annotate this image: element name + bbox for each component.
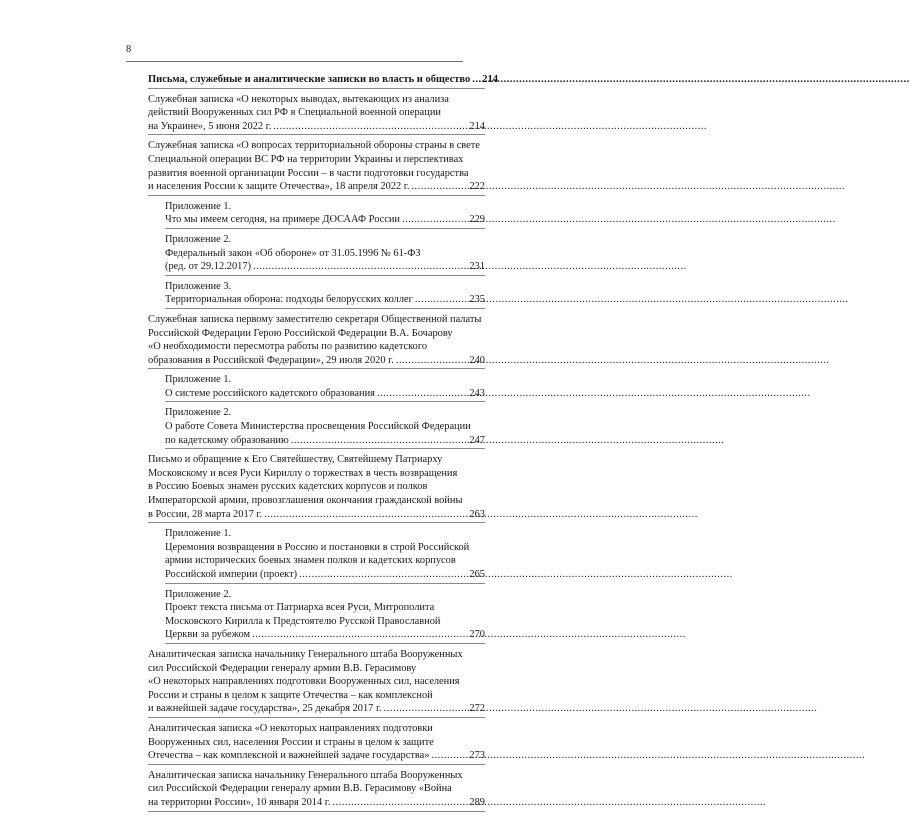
section-title-text: Письма, служебные и аналитические записки во власть и общество: [148, 74, 471, 85]
entry-line: Территориальная оборона: подходы белорусских коллег: [165, 294, 413, 306]
dot-leader: [253, 260, 467, 274]
toc-entry: [148, 313, 485, 369]
dot-leader: [402, 213, 467, 227]
entry-line: в России, 28 марта 2017 г.: [148, 508, 263, 520]
entry-line: Служебная записка «О вопросах территориальной обороны страны в свете: [148, 140, 480, 152]
entry-line: Специальной операции ВС РФ на территории Украины и перспективах: [148, 153, 464, 165]
entry-line: армии исторических боевых знамен полков и кадетских корпусов: [165, 555, 456, 567]
dot-leader: [396, 354, 468, 368]
entry-last-line: [148, 120, 485, 134]
entry-last-line: [148, 508, 485, 522]
toc-entry: [148, 453, 485, 523]
dot-leader: [377, 387, 467, 401]
dot-leader: [332, 796, 467, 810]
entry-last-line: [165, 568, 485, 582]
entry-line: Российской Федерации Герою Российской Федерации В.А. Бочарову: [148, 327, 453, 339]
entry-page-number: 289: [469, 796, 485, 808]
entry-line: Приложение 2.: [165, 588, 232, 600]
section-heading: [148, 73, 499, 89]
entry-page-number: 263: [469, 508, 485, 520]
dot-leader: [264, 508, 467, 522]
entry-line: О работе Совета Министерства просвещения Российской Федерации: [165, 421, 471, 433]
entry-line: Аналитическая записка «О некоторых направлениях подготовки: [148, 722, 433, 734]
dot-leader: [472, 73, 480, 87]
entry-line: «О некоторых направлениях подготовки Вооруженных сил, населения: [148, 676, 460, 688]
entry-line: России и страны в целом к защите Отечества – как комплексной: [148, 689, 433, 701]
entry-last-line: [148, 702, 485, 716]
entry-line: Аналитическая записка начальнику Генерального штаба Вооруженных: [148, 648, 463, 660]
entry-page-number: 235: [469, 294, 485, 306]
toc-entry: [148, 93, 485, 136]
entry-line: действий Вооруженных сил РФ в Специальной военной операции: [148, 107, 441, 119]
entry-line: О системе российского кадетского образования: [165, 387, 375, 399]
entry-line: сил Российской Федерации генералу армии В.В. Герасимову «Война: [148, 783, 452, 795]
entry-line: развития военной организации России – в части подготовки государства: [148, 167, 469, 179]
table-of-contents: [148, 73, 499, 816]
page-number: 8: [126, 44, 132, 55]
entry-line: в Россию Боевых знамен русских кадетских корпусов и полков: [148, 481, 428, 493]
header-rule: [126, 61, 463, 62]
entry-line: Московского Кирилла к Предстоятелю Русской Православной: [165, 615, 441, 627]
toc-appendix-entry: [165, 200, 485, 229]
entry-page-number: 265: [469, 569, 485, 580]
toc-appendix-entry: [165, 527, 485, 583]
entry-page-number: 240: [469, 354, 485, 366]
dot-leader: [431, 749, 467, 763]
entry-page-number: 273: [469, 750, 485, 762]
entry-line: Приложение 1.: [165, 528, 232, 540]
entry-line: Служебная записка «О некоторых выводах, вытекающих из анализа: [148, 93, 449, 105]
entry-line: Церкви за рубежом: [165, 629, 251, 641]
entry-last-line: [148, 180, 485, 194]
entry-line: Вооруженных сил, населения России и страны в целом к защите: [148, 736, 434, 748]
dot-leader: [299, 568, 467, 582]
entry-line: Приложение 1.: [165, 374, 232, 386]
entry-last-line: [165, 387, 485, 401]
toc-appendix-entry: [165, 233, 485, 276]
entry-line: (ред. от 29.12.2017): [165, 261, 252, 273]
entry-line: Что мы имеем сегодня, на примере ДОСААФ России: [165, 214, 400, 226]
entry-line: Приложение 2.: [165, 233, 232, 245]
entry-line: Приложение 2.: [165, 407, 232, 419]
entry-line: Служебная записка первому заместителю секретаря Общественной палаты: [148, 313, 482, 325]
entry-line: сил Российской Федерации генералу армии В.В. Герасимову: [148, 662, 417, 674]
entry-last-line: [148, 796, 485, 810]
dot-leader: [384, 702, 468, 716]
entry-line: Проект текста письма от Патриарха всея Руси, Митрополита: [165, 602, 435, 614]
entry-line: Приложение 1.: [165, 200, 232, 212]
entry-line: Федеральный закон «Об обороне» от 31.05.1996 № 61-ФЗ: [165, 247, 421, 259]
entry-line: Письмо и обращение к Его Святейшеству, Святейшему Патриарху: [148, 454, 443, 466]
entry-page-number: 222: [469, 181, 485, 193]
entry-last-line: [165, 213, 485, 227]
toc-appendix-entry: [165, 588, 485, 644]
entry-line: Приложение 3.: [165, 280, 232, 292]
entry-line: по кадетскому образованию: [165, 434, 289, 446]
entry-page-number: 214: [469, 120, 485, 132]
entry-line: на Украине», 5 июня 2022 г.: [148, 120, 272, 132]
entry-line: Московскому и всея Руси Кириллу о торжествах в честь возвращения: [148, 467, 458, 479]
entry-line: Церемония возвращения в Россию и постановки в строй Российской: [165, 541, 470, 553]
entry-page-number: 229: [469, 214, 485, 226]
entry-line: и важнейшей задаче государства», 25 декабря 2017 г.: [148, 703, 382, 715]
entry-last-line: [148, 354, 485, 368]
toc-entry: [148, 648, 485, 718]
toc-appendix-entry: [165, 406, 485, 449]
entry-line: Отечества – как комплексной и важнейшей задаче государства»: [148, 750, 430, 762]
entry-line: образования в Российской Федерации», 29 июля 2020 г.: [148, 354, 394, 366]
entry-last-line: [165, 260, 485, 274]
toc-entry: [148, 139, 485, 195]
entry-last-line: [165, 293, 485, 307]
entry-page-number: 243: [469, 387, 485, 399]
dot-leader: [415, 293, 467, 307]
entry-line: Российской империи (проект): [165, 569, 298, 580]
entry-line: на территории России», 10 января 2014 г.: [148, 796, 331, 808]
dot-leader: [411, 180, 467, 194]
entry-page-number: 247: [469, 434, 485, 446]
toc-entry: [148, 769, 485, 812]
entry-line: Императорской армии, провозглашения окончания гражданской войны: [148, 495, 463, 507]
dot-leader: [291, 434, 468, 448]
dot-leader: [252, 628, 467, 642]
entry-page-number: 231: [469, 261, 485, 273]
toc-appendix-entry: [165, 280, 485, 309]
entry-page-number: 270: [469, 629, 485, 641]
toc-entry: [148, 722, 485, 765]
entry-line: и населения России к защите Отечества», 18 апреля 2022 г.: [148, 181, 410, 193]
entry-last-line: [148, 749, 485, 763]
section-page-number: 214: [482, 74, 499, 85]
entry-last-line: [165, 628, 485, 642]
toc-appendix-entry: [165, 373, 485, 402]
dot-leader: [273, 120, 467, 134]
entry-last-line: [165, 434, 485, 448]
entry-line: Аналитическая записка начальнику Генерального штаба Вооруженных: [148, 769, 463, 781]
entry-page-number: 272: [469, 703, 485, 715]
entry-line: «О необходимости пересмотра работы по развитию кадетского: [148, 341, 428, 353]
